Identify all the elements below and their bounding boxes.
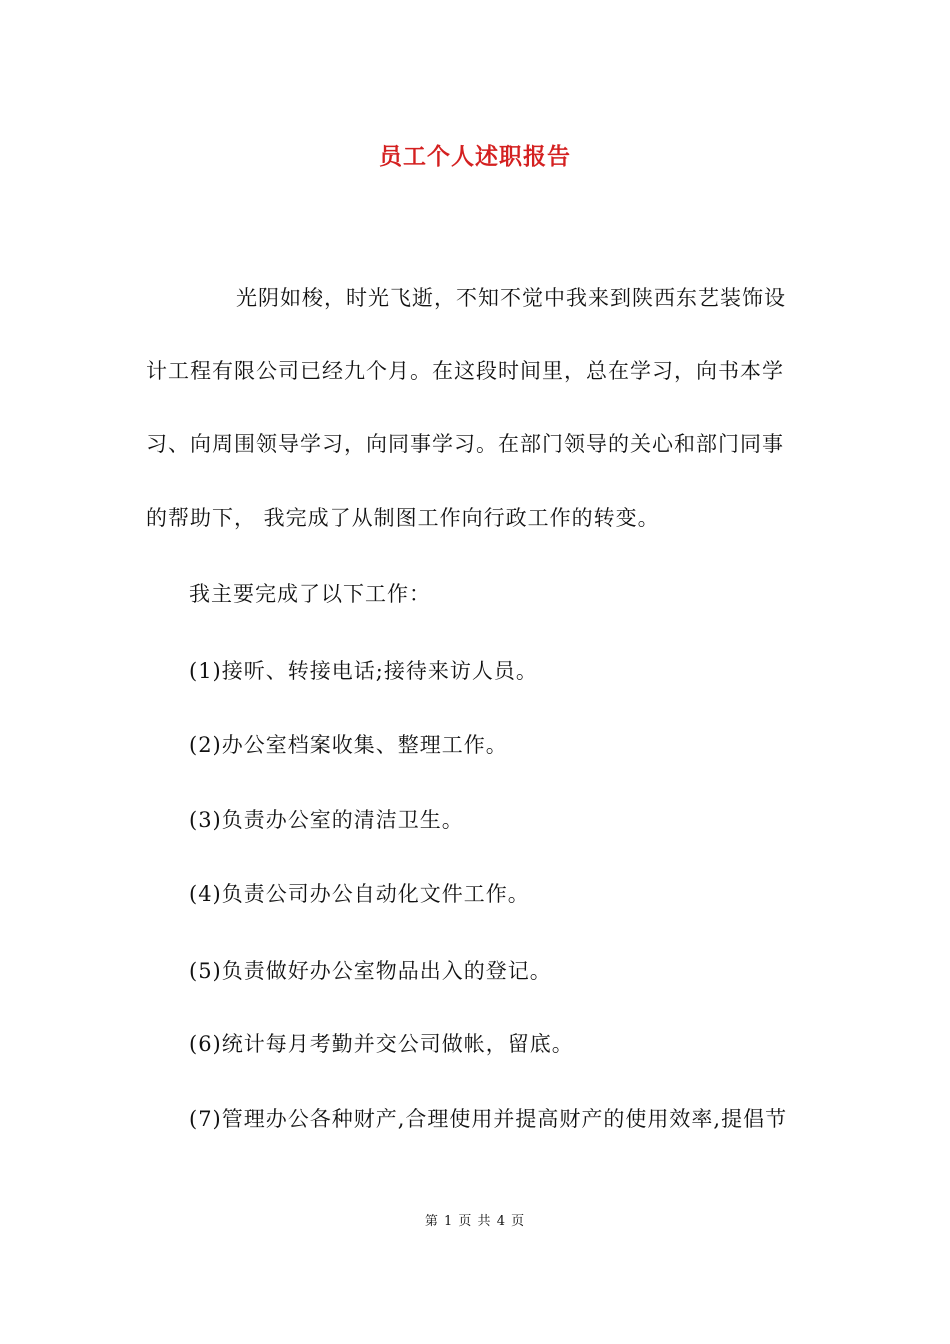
paragraph-line: 光阴如梭，时光飞逝，不知不觉中我来到陕西东艺装饰设	[236, 286, 786, 310]
list-item: (7)管理办公各种财产,合理使用并提高财产的使用效率,提倡节	[189, 1107, 788, 1131]
paragraph-line: 的帮助下， 我完成了从制图工作向行政工作的转变。	[146, 506, 660, 530]
list-item: (6)统计每月考勤并交公司做帐，留底。	[189, 1032, 574, 1056]
paragraph-line: 习、向周围领导学习，向同事学习。在部门领导的关心和部门同事	[146, 432, 784, 456]
list-item: (2)办公室档案收集、整理工作。	[189, 733, 508, 757]
list-item: (3)负责办公室的清洁卫生。	[189, 808, 464, 832]
list-item: (1)接听、转接电话;接待来访人员。	[189, 659, 538, 683]
list-item: (4)负责公司办公自动化文件工作。	[189, 882, 530, 906]
paragraph-line: 计工程有限公司已经九个月。在这段时间里，总在学习，向书本学	[146, 359, 784, 383]
intro-line: 我主要完成了以下工作：	[189, 582, 431, 606]
document-title: 员工个人述职报告	[379, 143, 571, 170]
page-number-footer: 第 1 页 共 4 页	[424, 1214, 526, 1229]
list-item: (5)负责做好办公室物品出入的登记。	[189, 959, 552, 983]
